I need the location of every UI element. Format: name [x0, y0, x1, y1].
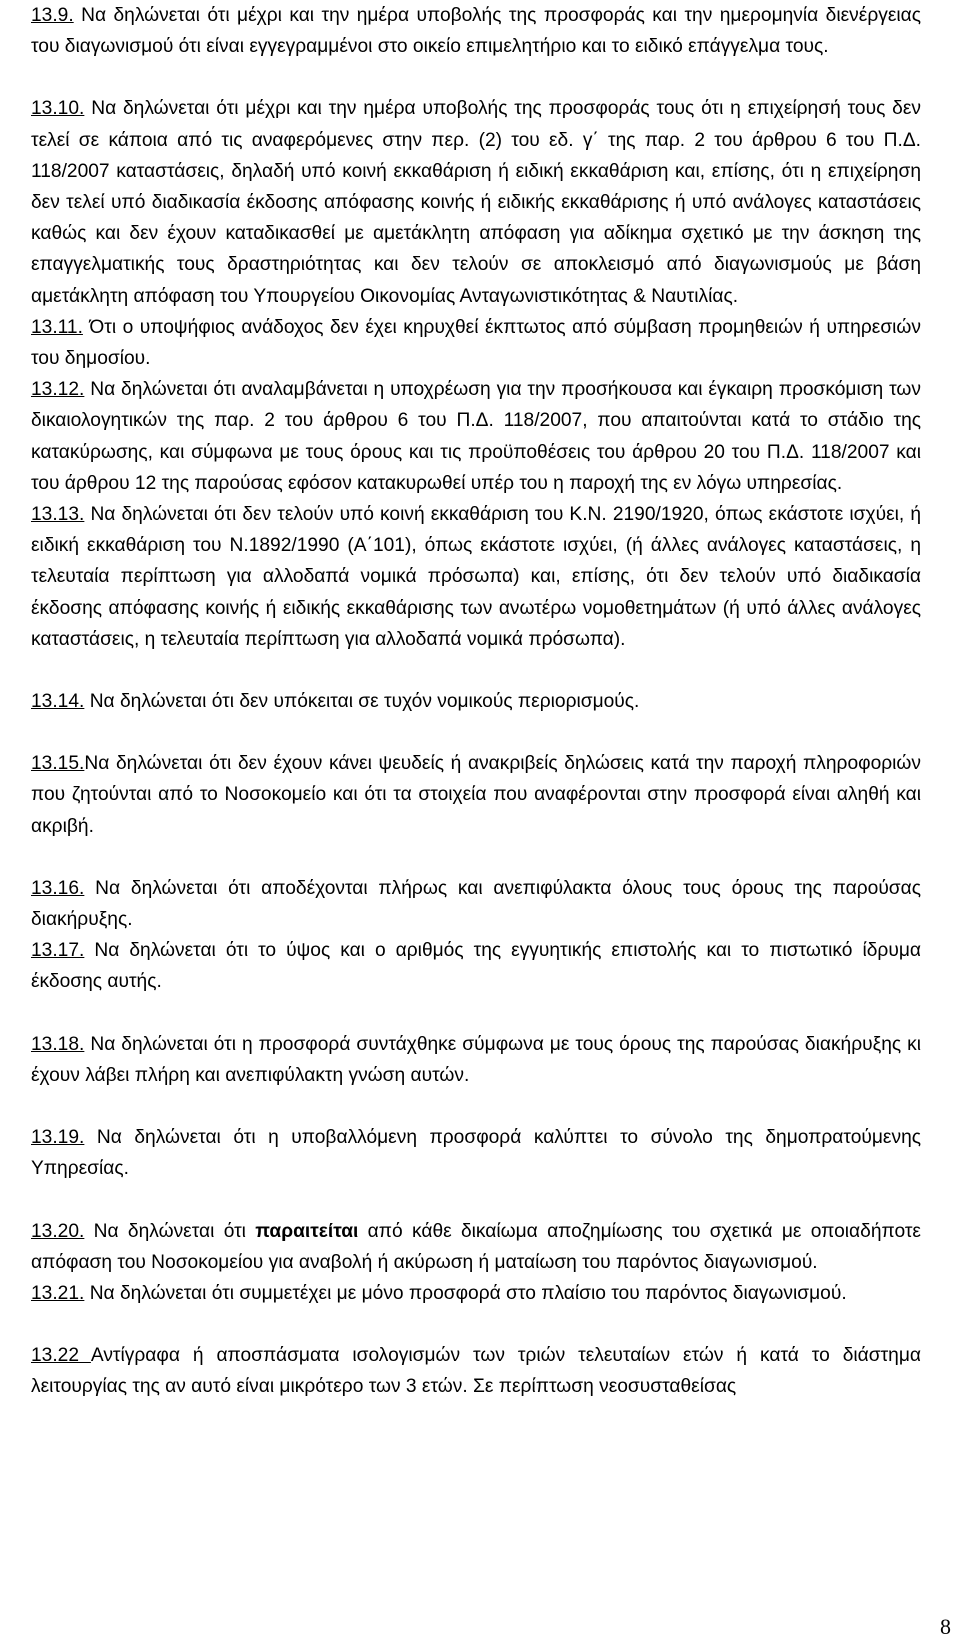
spacer: [31, 842, 921, 873]
clause-number: 13.16.: [31, 877, 85, 899]
spacer: [31, 62, 921, 93]
clause-number: 13.20.: [31, 1220, 85, 1242]
clause-number: 13.14.: [31, 691, 85, 713]
clause-number: 13.17.: [31, 940, 85, 962]
paragraph-13-13: [31, 499, 921, 655]
paragraph-13-11: [31, 312, 921, 374]
spacer: [31, 1185, 921, 1216]
clause-text: Να δηλώνεται ότι το ύψος και ο αριθμός της εγγυητικής επιστολής και το πιστωτικό ίδρυμα έκδοσης αυτής.: [31, 940, 921, 993]
spacer: [31, 717, 921, 748]
paragraph-13-17: [31, 935, 921, 997]
paragraph-13-16: [31, 873, 921, 935]
clause-text: Να δηλώνεται ότι μέχρι και την ημέρα υποβολής της προσφοράς και την ημερομηνία διενέργειας του διαγωνισμού ότι είναι εγγεγραμμένοι στο οικείο επιμελητήριο και το ειδικό επάγγελμα τους.: [31, 5, 921, 58]
clause-number: 13.9.: [31, 5, 74, 26]
clause-text: Να δηλώνεται ότι αποδέχονται πλήρως και ανεπιφύλακτα όλους τους όρους της παρούσας διακήρυξης.: [31, 877, 921, 931]
emphasis-text: παραιτείται: [255, 1220, 359, 1242]
paragraph-13-9: [31, 0, 921, 62]
clause-number: 13.15.: [31, 753, 85, 775]
clause-number: 13.18.: [31, 1033, 85, 1055]
clause-number: 13.19.: [31, 1127, 85, 1149]
paragraph-13-18: [31, 1029, 921, 1091]
clause-number: 13.10.: [31, 98, 85, 120]
spacer: [31, 998, 921, 1029]
spacer: [31, 1309, 921, 1340]
paragraph-13-19: [31, 1122, 921, 1184]
paragraph-13-22: [31, 1340, 921, 1402]
paragraph-13-20: [31, 1216, 921, 1278]
clause-text: Να δηλώνεται ότι η προσφορά συντάχθηκε σύμφωνα με τους όρους της παρούσας διακήρυξης κι έχουν λάβει πλήρη και ανεπιφύλακτη γνώση αυτών.: [31, 1033, 921, 1086]
paragraph-13-21: [31, 1278, 921, 1309]
clause-text: Ότι ο υποψήφιος ανάδοχος δεν έχει κηρυχθεί έκπτωτος από σύμβαση προμηθειών ή υπηρεσιών του δημοσίου.: [31, 316, 921, 370]
clause-number: 13.11.: [31, 316, 83, 338]
clause-text: Να δηλώνεται ότι δεν υπόκειται σε τυχόν νομικούς περιορισμούς.: [84, 691, 640, 713]
clause-text: Να δηλώνεται ότι η υποβαλλόμενη προσφορά καλύπτει το σύνολο της δημοπρατούμενης Υπηρεσίας.: [31, 1127, 921, 1180]
clause-number: 13.13.: [31, 504, 85, 526]
clause-number: 13.22: [31, 1345, 91, 1367]
paragraph-13-10: [31, 93, 921, 311]
clause-number: 13.12.: [31, 379, 85, 401]
clause-text-before: Να δηλώνεται ότι: [84, 1220, 256, 1242]
clause-text: Να δηλώνεται ότι αναλαμβάνεται η υποχρέωση για την προσήκουσα και έγκαιρη προσκόμιση των δικαιολογητικών της παρ. 2 του άρθρου 6 του Π.Δ. 118/2007, που απαιτούνται κατά το στάδιο της κατακύρωσης, και σύμφωνα με τους όρους και τις προϋποθέσεις του άρθρου 20 του Π.Δ. 118/2007 και του άρθρου 12 της παρούσας εφόσον κατακυρωθεί υπέρ του η παροχή της εν λόγω υπηρεσίας.: [31, 379, 921, 494]
paragraph-13-15: [31, 748, 921, 842]
clause-number: 13.21.: [31, 1282, 85, 1304]
paragraph-13-12: [31, 374, 921, 499]
clause-text: Να δηλώνεται ότι δεν έχουν κάνει ψευδείς ή ανακριβείς δηλώσεις κατά την παροχή πληροφοριών που ζητούνται από το Νοσοκομείο και ότι τα στοιχεία που αναφέρονται στην προσφορά είναι αληθή και ακριβή.: [31, 753, 921, 837]
clause-text: Να δηλώνεται ότι συμμετέχει με μόνο προσφορά στο πλαίσιο του παρόντος διαγωνισμού.: [84, 1282, 847, 1304]
page-number: 8: [940, 1614, 951, 1639]
clause-text-after: από κάθε δικαίωμα αποζημίωσης του σχετικά με οποιαδήποτε απόφαση του Νοσοκομείου για αναβολή ή ακύρωση ή ματαίωση του παρόντος διαγωνισμού.: [31, 1220, 921, 1273]
clause-text: Να δηλώνεται ότι μέχρι και την ημέρα υποβολής της προσφοράς τους ότι η επιχείρησή τους δεν τελεί σε κάποια από τις αναφερόμενες στην περ. (2) του εδ. γ΄ της παρ. 2 του άρθρου 6 του Π.Δ. 118/2007 καταστάσεις, δηλαδή υπό κοινή εκκαθάριση ή ειδική εκκαθάριση και, επίσης, ότι η επιχείρηση δεν τελεί υπό διαδικασία έκδοσης απόφασης κοινής ή ειδικής εκκαθάρισης ή υπό ανάλογες καταστάσεις καθώς και δεν έχουν καταδικασθεί με αμετάκλητη απόφαση για αδίκημα σχετικό με την άσκηση της επαγγελματικής τους δραστηριότητας και δεν τελούν σε αποκλεισμό από διαγωνισμούς με βάση αμετάκλητη απόφαση του Υπουργείου Οικονομίας Ανταγωνιστικότητας & Ναυτιλίας.: [31, 98, 921, 307]
spacer: [31, 655, 921, 686]
clause-text: Αντίγραφα ή αποσπάσματα ισολογισμών των τριών τελευταίων ετών ή κατά το διάστημα λειτουργίας της αν αυτό είναι μικρότερο των 3 ετών. Σε περίπτωση νεοσυσταθείσας: [31, 1345, 921, 1398]
spacer: [31, 1091, 921, 1122]
document-page: [31, 0, 921, 1403]
clause-text: Να δηλώνεται ότι δεν τελούν υπό κοινή εκκαθάριση του Κ.Ν. 2190/1920, όπως εκάστοτε ισχύει, ή ειδική εκκαθάριση του Ν.1892/1990 (Α΄101), όπως εκάστοτε ισχύει, (ή άλλες ανάλογες καταστάσεις, η τελευταία περίπτωση για αλλοδαπά νομικά πρόσωπα) και, επίσης, ότι δεν τελούν υπό διαδικασία έκδοσης απόφασης κοινής ή ειδικής εκκαθάρισης των ανωτέρω νομοθετημάτων (ή υπό άλλες ανάλογες καταστάσεις, η τελευταία περίπτωση για αλλοδαπά νομικά πρόσωπα).: [31, 504, 921, 650]
paragraph-13-14: [31, 686, 921, 717]
